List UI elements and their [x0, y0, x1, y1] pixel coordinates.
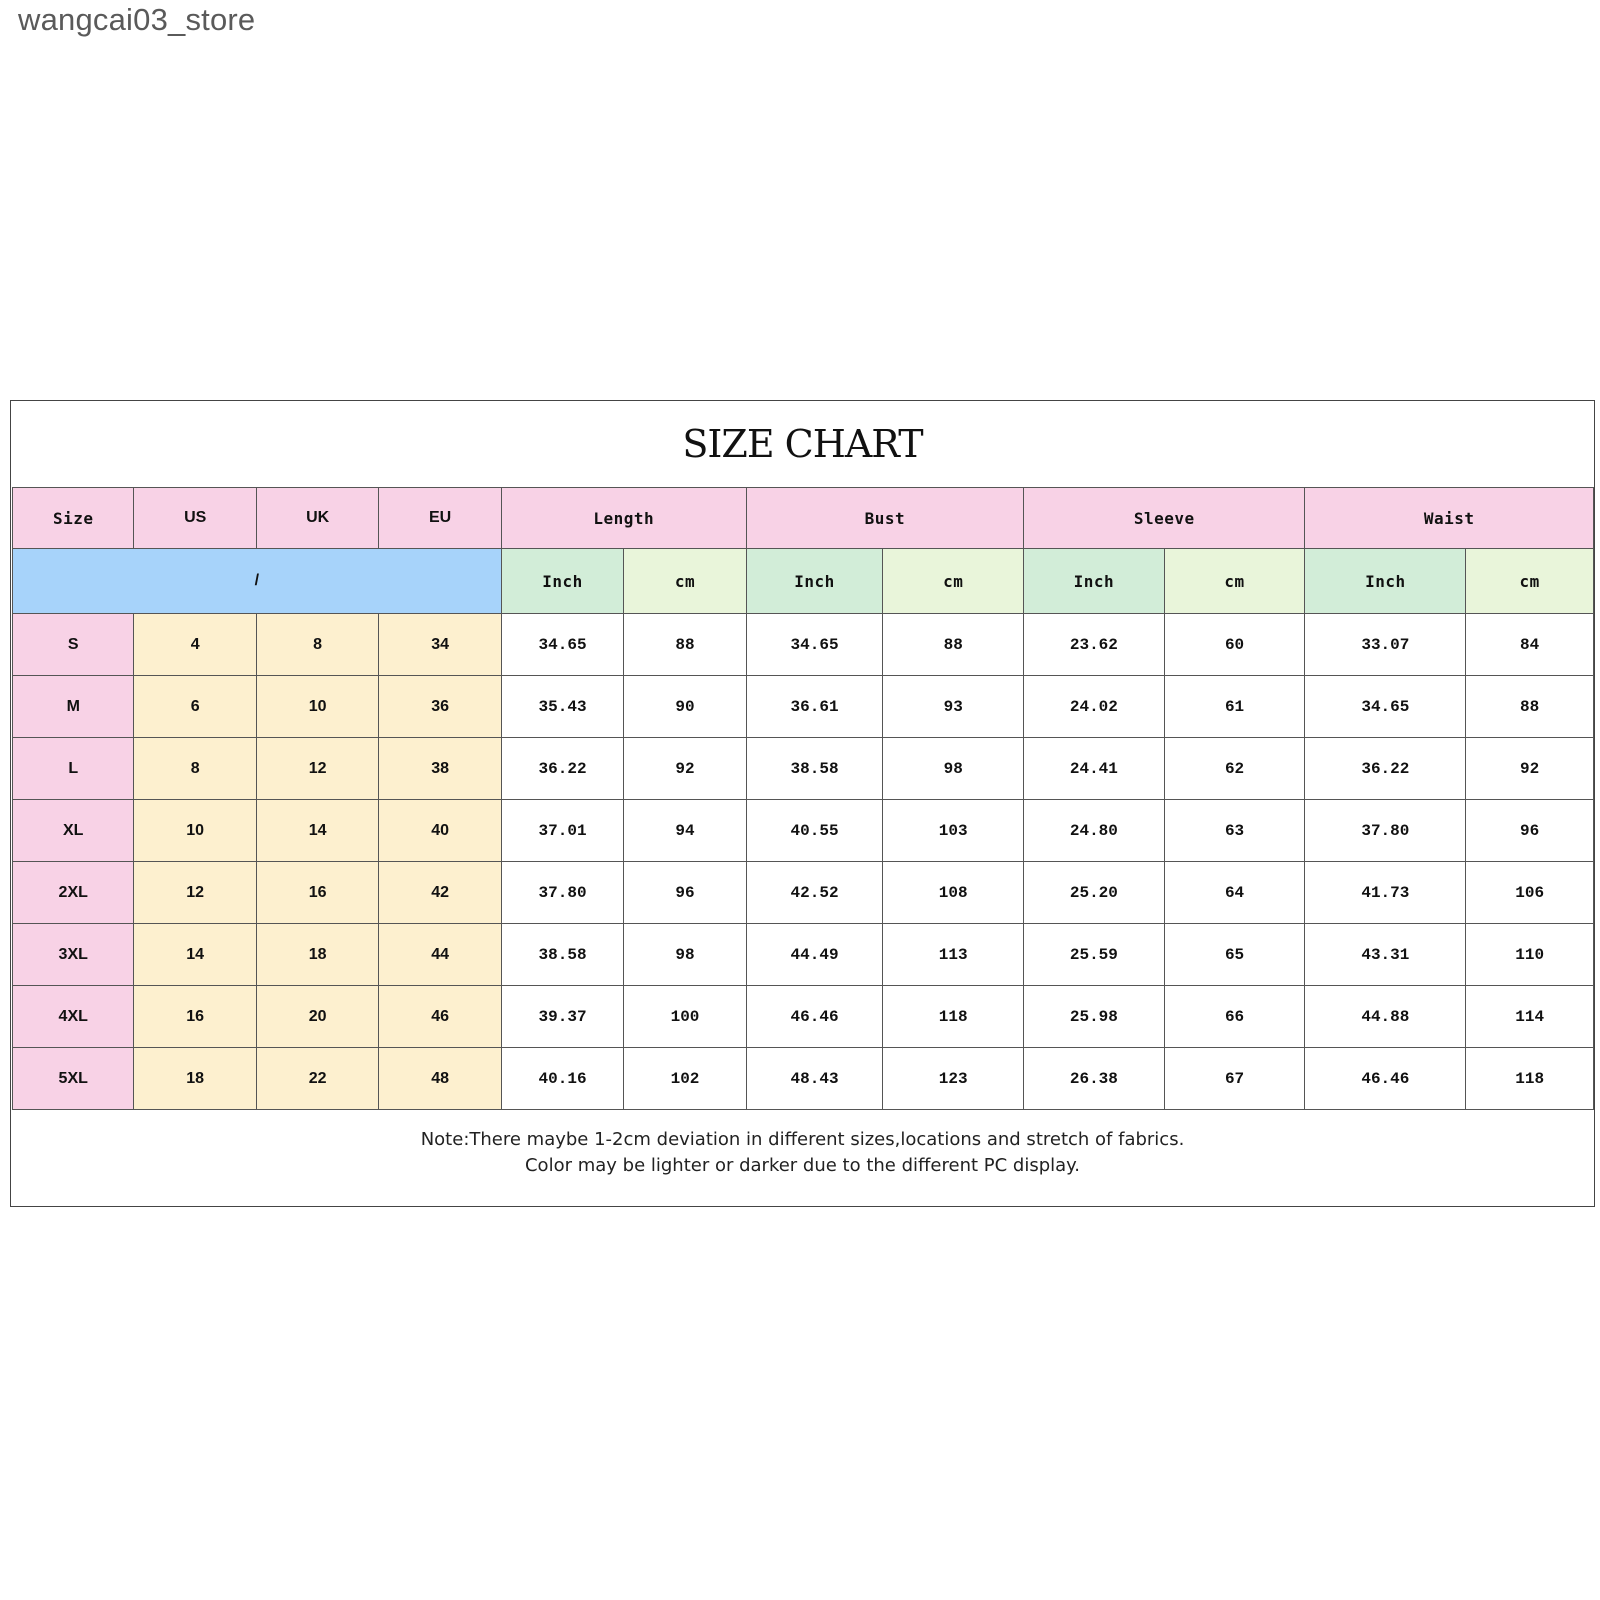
cell-size: S	[13, 614, 134, 676]
cell-uk: 14	[256, 800, 378, 862]
cell-bust-inch: 34.65	[746, 614, 883, 676]
cell-uk: 20	[256, 986, 378, 1048]
cell-length-inch: 35.43	[501, 676, 623, 738]
cell-sleeve-inch: 23.62	[1024, 614, 1165, 676]
table-row	[13, 800, 1594, 862]
note	[11, 1127, 1594, 1179]
table-row	[13, 1048, 1594, 1110]
size-table	[12, 487, 1594, 1110]
table-row	[13, 738, 1594, 800]
cell-sleeve-cm: 61	[1164, 676, 1305, 738]
cell-waist-inch: 46.46	[1305, 1048, 1466, 1110]
cell-us: 4	[134, 614, 256, 676]
cell-us: 8	[134, 738, 256, 800]
cell-length-inch: 34.65	[501, 614, 623, 676]
header-eu: EU	[379, 488, 501, 549]
cell-bust-inch: 36.61	[746, 676, 883, 738]
header-size: Size	[13, 488, 134, 549]
cell-sleeve-cm: 65	[1164, 924, 1305, 986]
cell-sleeve-cm: 64	[1164, 862, 1305, 924]
cell-sleeve-cm: 67	[1164, 1048, 1305, 1110]
header-waist: Waist	[1305, 488, 1594, 549]
cell-eu: 36	[379, 676, 501, 738]
cell-sleeve-inch: 24.02	[1024, 676, 1165, 738]
cell-sleeve-inch: 25.59	[1024, 924, 1165, 986]
chart-title: SIZE CHART	[682, 422, 923, 466]
cell-length-inch: 37.01	[501, 800, 623, 862]
slash-cell: /	[13, 549, 502, 614]
cell-length-cm: 98	[624, 924, 746, 986]
cell-size: L	[13, 738, 134, 800]
length-cm-label: cm	[624, 549, 746, 614]
cell-bust-inch: 40.55	[746, 800, 883, 862]
bust-inch-label: Inch	[746, 549, 883, 614]
cell-eu: 48	[379, 1048, 501, 1110]
note-line-1: Note:There maybe 1-2cm deviation in different sizes,locations and stretch of fabrics.	[420, 1129, 1185, 1150]
cell-bust-cm: 88	[883, 614, 1024, 676]
cell-length-inch: 39.37	[501, 986, 623, 1048]
cell-eu: 34	[379, 614, 501, 676]
cell-sleeve-inch: 25.20	[1024, 862, 1165, 924]
cell-bust-inch: 46.46	[746, 986, 883, 1048]
cell-waist-inch: 37.80	[1305, 800, 1466, 862]
cell-size: 2XL	[13, 862, 134, 924]
cell-bust-inch: 38.58	[746, 738, 883, 800]
cell-bust-cm: 123	[883, 1048, 1024, 1110]
cell-waist-cm: 84	[1466, 614, 1594, 676]
cell-length-cm: 102	[624, 1048, 746, 1110]
cell-us: 16	[134, 986, 256, 1048]
cell-length-cm: 90	[624, 676, 746, 738]
cell-waist-inch: 41.73	[1305, 862, 1466, 924]
cell-eu: 44	[379, 924, 501, 986]
cell-us: 18	[134, 1048, 256, 1110]
cell-sleeve-inch: 24.41	[1024, 738, 1165, 800]
header-bust: Bust	[746, 488, 1023, 549]
unit-row	[13, 549, 1594, 614]
cell-waist-cm: 88	[1466, 676, 1594, 738]
cell-waist-cm: 114	[1466, 986, 1594, 1048]
cell-eu: 46	[379, 986, 501, 1048]
cell-waist-inch: 36.22	[1305, 738, 1466, 800]
cell-bust-cm: 118	[883, 986, 1024, 1048]
cell-length-cm: 96	[624, 862, 746, 924]
cell-length-inch: 36.22	[501, 738, 623, 800]
cell-uk: 22	[256, 1048, 378, 1110]
cell-us: 10	[134, 800, 256, 862]
cell-sleeve-cm: 66	[1164, 986, 1305, 1048]
cell-bust-cm: 108	[883, 862, 1024, 924]
header-length: Length	[501, 488, 746, 549]
cell-length-inch: 38.58	[501, 924, 623, 986]
cell-eu: 38	[379, 738, 501, 800]
bust-cm-label: cm	[883, 549, 1024, 614]
cell-waist-inch: 44.88	[1305, 986, 1466, 1048]
cell-uk: 8	[256, 614, 378, 676]
cell-uk: 18	[256, 924, 378, 986]
sleeve-inch-label: Inch	[1024, 549, 1165, 614]
cell-sleeve-inch: 24.80	[1024, 800, 1165, 862]
size-rows	[13, 614, 1594, 1110]
header-us: US	[134, 488, 256, 549]
cell-waist-cm: 96	[1466, 800, 1594, 862]
cell-bust-cm: 113	[883, 924, 1024, 986]
store-watermark: wangcai03_store	[18, 2, 256, 37]
cell-waist-cm: 92	[1466, 738, 1594, 800]
waist-inch-label: Inch	[1305, 549, 1466, 614]
length-inch-label: Inch	[501, 549, 623, 614]
cell-sleeve-cm: 63	[1164, 800, 1305, 862]
sleeve-cm-label: cm	[1164, 549, 1305, 614]
table-row	[13, 676, 1594, 738]
header-row	[13, 488, 1594, 549]
cell-us: 14	[134, 924, 256, 986]
cell-length-cm: 94	[624, 800, 746, 862]
cell-waist-cm: 118	[1466, 1048, 1594, 1110]
cell-length-cm: 92	[624, 738, 746, 800]
cell-bust-cm: 93	[883, 676, 1024, 738]
cell-size: 3XL	[13, 924, 134, 986]
cell-bust-cm: 98	[883, 738, 1024, 800]
cell-length-cm: 88	[624, 614, 746, 676]
cell-size: 5XL	[13, 1048, 134, 1110]
table-row	[13, 614, 1594, 676]
header-sleeve: Sleeve	[1024, 488, 1305, 549]
table-row	[13, 986, 1594, 1048]
table-row	[13, 924, 1594, 986]
cell-length-cm: 100	[624, 986, 746, 1048]
cell-waist-inch: 33.07	[1305, 614, 1466, 676]
cell-waist-inch: 34.65	[1305, 676, 1466, 738]
cell-sleeve-cm: 62	[1164, 738, 1305, 800]
cell-eu: 40	[379, 800, 501, 862]
note-line-2: Color may be lighter or darker due to the different PC display.	[524, 1155, 1080, 1176]
cell-sleeve-cm: 60	[1164, 614, 1305, 676]
cell-uk: 10	[256, 676, 378, 738]
cell-bust-cm: 103	[883, 800, 1024, 862]
cell-bust-inch: 44.49	[746, 924, 883, 986]
cell-sleeve-inch: 25.98	[1024, 986, 1165, 1048]
size-chart	[10, 400, 1595, 1207]
cell-sleeve-inch: 26.38	[1024, 1048, 1165, 1110]
cell-uk: 16	[256, 862, 378, 924]
cell-bust-inch: 48.43	[746, 1048, 883, 1110]
cell-waist-inch: 43.31	[1305, 924, 1466, 986]
cell-eu: 42	[379, 862, 501, 924]
cell-us: 6	[134, 676, 256, 738]
cell-size: XL	[13, 800, 134, 862]
cell-uk: 12	[256, 738, 378, 800]
cell-waist-cm: 106	[1466, 862, 1594, 924]
cell-length-inch: 37.80	[501, 862, 623, 924]
cell-length-inch: 40.16	[501, 1048, 623, 1110]
cell-us: 12	[134, 862, 256, 924]
waist-cm-label: cm	[1466, 549, 1594, 614]
header-uk: UK	[256, 488, 378, 549]
table-row	[13, 862, 1594, 924]
cell-waist-cm: 110	[1466, 924, 1594, 986]
cell-size: 4XL	[13, 986, 134, 1048]
cell-size: M	[13, 676, 134, 738]
cell-bust-inch: 42.52	[746, 862, 883, 924]
